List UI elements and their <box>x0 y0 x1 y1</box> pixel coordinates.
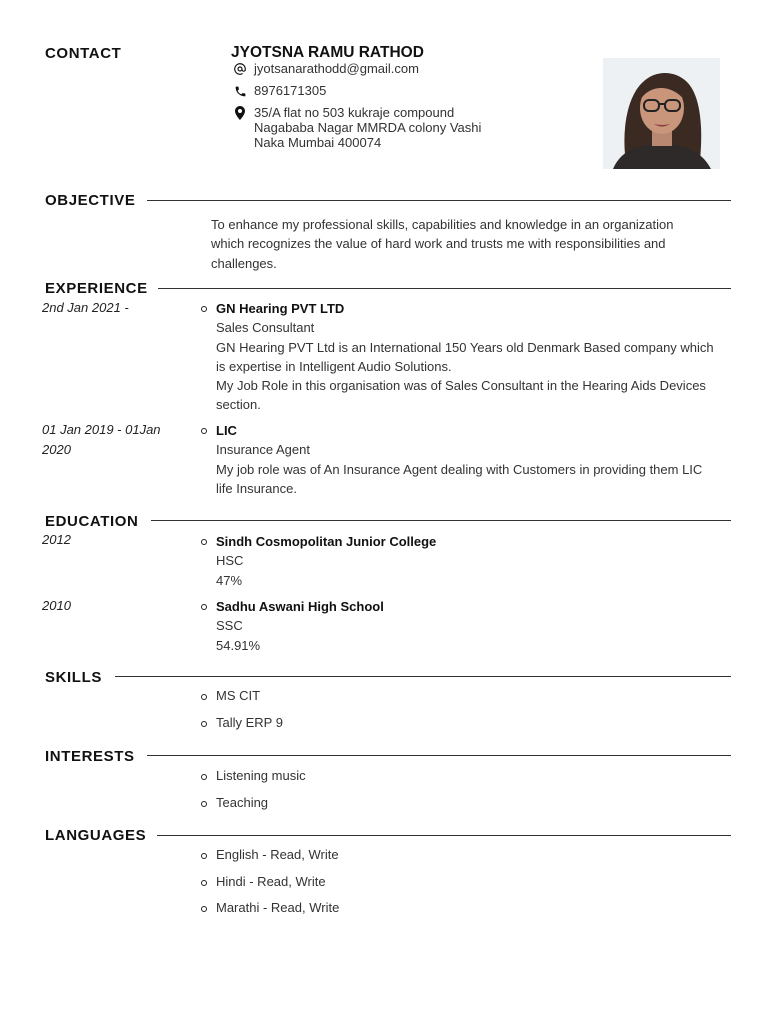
education-entry <box>216 597 736 655</box>
languages-heading: LANGUAGES <box>45 827 156 844</box>
skills-heading: SKILLS <box>45 669 112 686</box>
job-description-line: GN Hearing PVT Ltd is an International 150 Years old Denmark Based company which <box>216 339 714 355</box>
interests-divider <box>147 755 731 756</box>
experience-entry <box>216 299 736 415</box>
language-item: Marathi - Read, Write <box>216 900 340 915</box>
education-divider <box>151 520 731 521</box>
bullet-icon <box>201 880 207 886</box>
job-role: Sales Consultant <box>216 320 315 336</box>
experience-date <box>42 298 182 318</box>
bullet-icon <box>201 774 207 780</box>
objective-divider <box>147 200 731 201</box>
job-description-line: My job role was of An Insurance Agent dealing with Customers in providing them LIC <box>216 461 703 477</box>
location-pin-icon <box>232 105 248 121</box>
skills-divider <box>115 676 731 677</box>
languages-divider <box>157 835 731 836</box>
score: 54.91% <box>216 637 261 653</box>
bullet-icon <box>201 694 207 700</box>
company-name: LIC <box>216 423 237 438</box>
language-item: Hindi - Read, Write <box>216 874 326 889</box>
degree: SSC <box>216 618 243 634</box>
contact-heading: CONTACT <box>45 45 131 62</box>
objective-heading: OBJECTIVE <box>45 192 145 209</box>
job-description-line: is expertise in Intelligent Audio Solutions. <box>216 358 452 374</box>
job-description-line: section. <box>216 397 261 413</box>
objective-text <box>211 215 731 273</box>
address-line: Nagababa Nagar MMRDA colony Vashi <box>254 120 482 135</box>
phone-text: 8976171305 <box>254 83 327 98</box>
school-name: Sindh Cosmopolitan Junior College <box>216 534 437 549</box>
profile-photo <box>603 58 720 169</box>
bullet-icon <box>201 853 207 859</box>
job-description-line: My Job Role in this organisation was of Sales Consultant in the Hearing Aids Devices <box>216 378 706 394</box>
education-year: 2012 <box>42 532 71 547</box>
education-heading: EDUCATION <box>45 513 148 530</box>
bullet-icon <box>201 428 207 434</box>
job-role: Insurance Agent <box>216 442 310 458</box>
objective-line: challenges. <box>211 255 277 271</box>
interests-heading: INTERESTS <box>45 748 145 765</box>
bullet-icon <box>201 721 207 727</box>
language-item: English - Read, Write <box>216 847 339 862</box>
degree: HSC <box>216 553 244 569</box>
objective-line: which recognizes the value of hard work and trusts me with responsibilities and <box>211 236 666 252</box>
objective-line: To enhance my professional skills, capabilities and knowledge in an organization <box>211 217 674 232</box>
job-description-line: life Insurance. <box>216 480 297 496</box>
education-year: 2010 <box>42 598 71 613</box>
phone-row <box>232 83 326 99</box>
education-entry <box>216 532 736 590</box>
skill-item: MS CIT <box>216 688 261 703</box>
email-row <box>232 61 419 77</box>
score: 47% <box>216 572 243 588</box>
bullet-icon <box>201 906 207 912</box>
phone-icon <box>232 83 248 99</box>
company-name: GN Hearing PVT LTD <box>216 301 345 316</box>
interest-item: Listening music <box>216 768 306 783</box>
experience-heading: EXPERIENCE <box>45 280 158 297</box>
skill-item: Tally ERP 9 <box>216 715 283 730</box>
at-icon <box>232 61 248 77</box>
bullet-icon <box>201 306 207 312</box>
interest-item: Teaching <box>216 795 269 810</box>
address-text <box>254 105 481 150</box>
bullet-icon <box>201 801 207 807</box>
bullet-icon <box>201 604 207 610</box>
bullet-icon <box>201 539 207 545</box>
address-line: 35/A flat no 503 kukraje compound <box>254 105 455 120</box>
experience-date <box>42 420 182 460</box>
experience-entry <box>216 421 736 498</box>
candidate-name: JYOTSNA RAMU RATHOD <box>231 44 424 61</box>
date-line: 2nd Jan 2021 - <box>42 300 129 315</box>
experience-divider <box>152 288 731 289</box>
address-line: Naka Mumbai 400074 <box>254 135 382 150</box>
email-text: jyotsanarathodd@gmail.com <box>254 61 419 76</box>
date-line: 2020 <box>42 442 71 457</box>
date-line: 01 Jan 2019 - 01Jan <box>42 422 161 437</box>
school-name: Sadhu Aswani High School <box>216 599 384 614</box>
address-row <box>232 105 481 150</box>
